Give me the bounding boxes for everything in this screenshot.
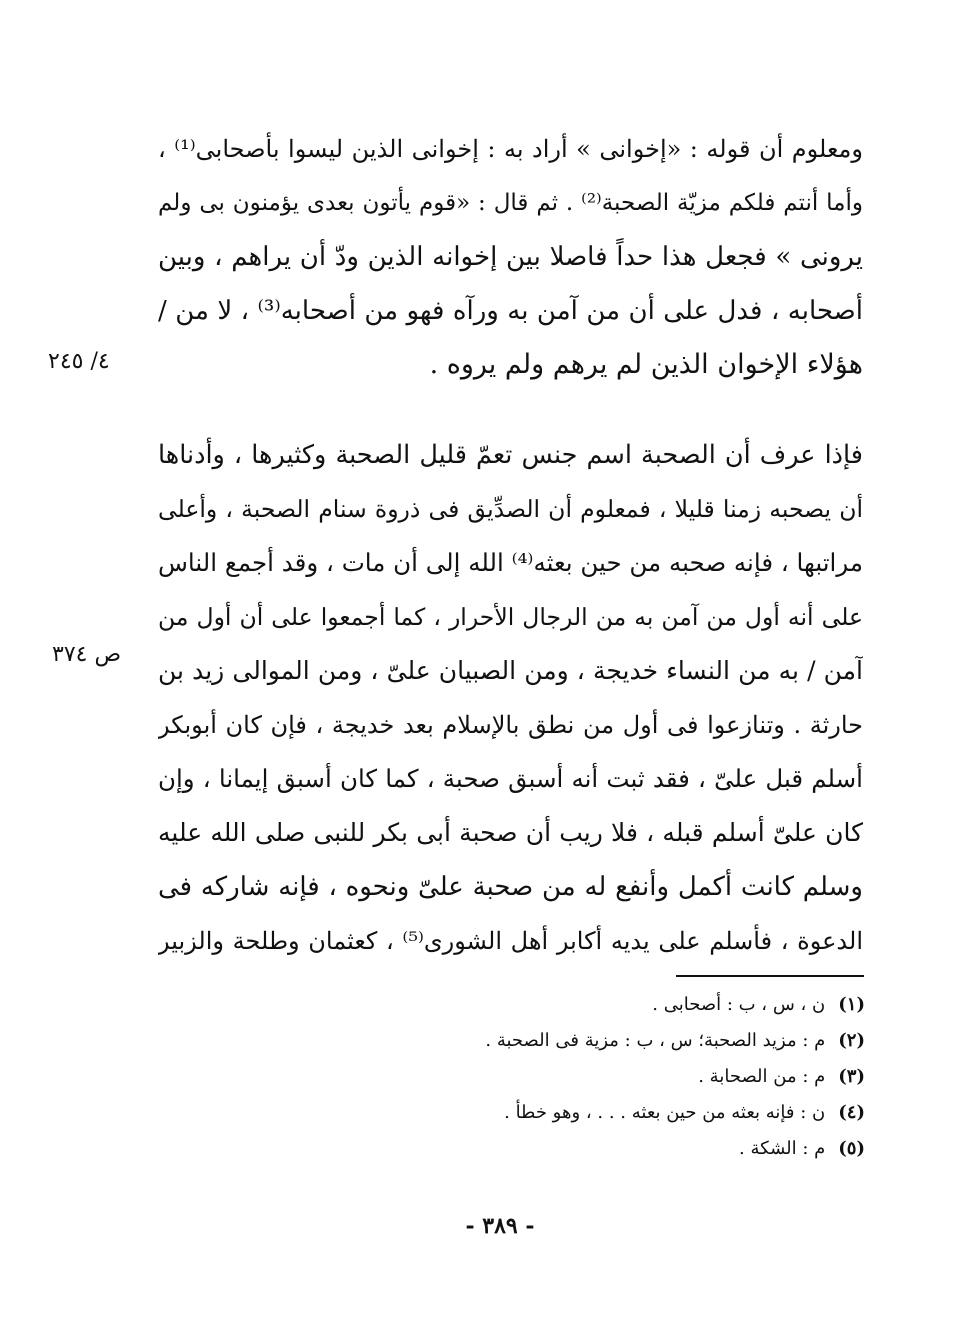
footnotes	[300, 987, 865, 1167]
margin-reference-1: ٤/ ٢٤٥	[48, 349, 110, 374]
footnote	[300, 987, 865, 1023]
paragraph-2	[158, 428, 863, 968]
page-number: - ٣٨٩ -	[465, 1213, 535, 1239]
text-line: أن يصحبه زمنا قليلا ، فمعلوم أن الصدِّيق فى ذروة سنام الصحبة ، وأعلى	[158, 495, 863, 523]
footnote	[300, 1023, 865, 1059]
paragraph-1	[158, 122, 863, 392]
footnote-number: (٢)	[838, 1030, 865, 1051]
text-line: يرونى » فجعل هذا حداً فاصلا بين إخوانه الذين ودّ أن يراهم ، وبين	[158, 242, 863, 272]
text-line: أصحابه ، فدل على أن من آمن به ورآه فهو من أصحابه⁽³⁾ ، لا من /	[158, 296, 863, 326]
footnote-text: م : من الصحابة .	[698, 1066, 826, 1087]
text-line: الدعوة ، فأسلم على يديه أكابر أهل الشورى⁽⁵⁾ ، كعثمان وطلحة والزبير	[158, 927, 863, 955]
text-line: آمن / به من النساء خديجة ، ومن الصبيان علىّ ، ومن الموالى زيد بن	[158, 656, 863, 685]
footnote-number: (٥)	[838, 1138, 865, 1159]
text-line: وسلم كانت أكمل وأنفع له من صحبة علىّ ونحوه ، فإنه شاركه فى	[158, 872, 863, 902]
footnote	[300, 1095, 865, 1131]
footnote-text: ن ، س ، ب : أصحابى .	[652, 994, 826, 1015]
footnote-number: (٤)	[838, 1102, 865, 1123]
footnote-number: (٣)	[838, 1066, 865, 1087]
margin-reference-2: ص ٣٧٤	[52, 642, 122, 667]
text-line: كان علىّ أسلم قبله ، فلا ريب أن صحبة أبى بكر للنبى صلى الله عليه	[158, 818, 863, 847]
text-line: أسلم قبل علىّ ، فقد ثبت أنه أسبق صحبة ، كما كان أسبق إيمانا ، وإن	[158, 764, 863, 793]
text-line: فإذا عرف أن الصحبة اسم جنس تعمّ قليل الصحبة وكثيرها ، وأدناها	[158, 440, 863, 470]
text-line: مراتبها ، فإنه صحبه من حين بعثه⁽⁴⁾ الله إلى أن مات ، وقد أجمع الناس	[158, 548, 863, 577]
footnote-divider	[676, 975, 864, 977]
footnote-text: م : مزيد الصحبة؛ س ، ب : مزية فى الصحبة .	[485, 1030, 826, 1051]
footnote-text: م : الشكة .	[739, 1138, 826, 1159]
text-line: حارثة . وتنازعوا فى أول من نطق بالإسلام بعد خديجة ، فإن كان أبوبكر	[158, 711, 863, 739]
text-line: وأما أنتم فلكم مزيّة الصحبة⁽²⁾ . ثم قال : «قوم يأتون بعدى يؤمنون بى ولم	[158, 190, 863, 216]
text-line: على أنه أول من آمن به من الرجال الأحرار ، كما أجمعوا على أن أول من	[158, 603, 863, 631]
text-line: هؤلاء الإخوان الذين لم يرهم ولم يروه .	[429, 349, 863, 380]
footnote-text: ن : فإنه بعثه من حين بعثه . . . ، وهو خطأ .	[504, 1102, 826, 1123]
footnote	[300, 1131, 865, 1167]
footnote	[300, 1059, 865, 1095]
text-line: ومعلوم أن قوله : «إخوانى » أراد به : إخوانى الذين ليسوا بأصحابى⁽¹⁾ ،	[158, 135, 863, 163]
footnote-number: (١)	[838, 994, 865, 1015]
